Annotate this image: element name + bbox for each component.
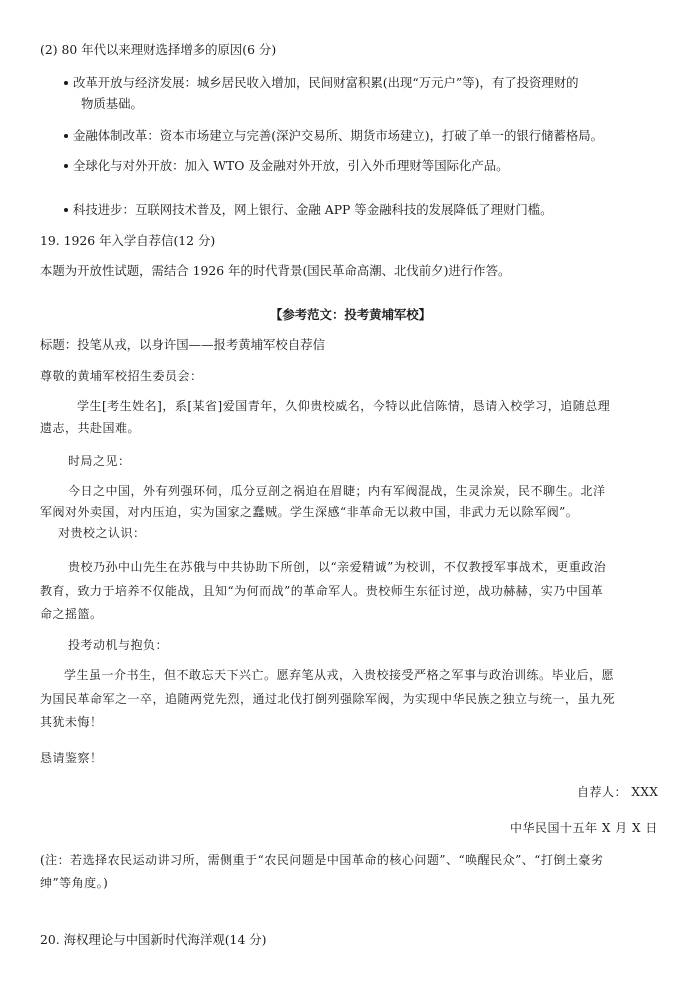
bullet-dot-icon <box>64 134 68 138</box>
q18-bullet-3 <box>64 157 509 175</box>
letter-para2-line2: 军阀对外卖国，对内压迫，实为国家之蠢贼。学生深感“非革命无以救中国，非武力无以除军阀”。 <box>40 505 579 519</box>
letter-section3-title: 投考动机与抱负： <box>68 638 169 652</box>
letter-signature: 自荐人： XXX <box>577 785 659 799</box>
q18-bullet-2 <box>64 127 603 145</box>
q18-bullet-3-text: 全球化与对外开放：加入 WTO 及金融对外开放，引入外币理财等国际化产品。 <box>73 158 509 173</box>
q18-bullet-4 <box>64 201 553 219</box>
letter-para3-line3: 命之摇篮。 <box>40 607 103 621</box>
bullet-dot-icon <box>64 81 68 85</box>
letter-note-line1: (注：若选择农民运动讲习所，需侧重于“农民问题是中国革命的核心问题”、“唤醒民众”、“打倒土豪劣 <box>40 853 604 867</box>
letter-title: 标题：投笔从戎，以身许国——报考黄埔军校自荐信 <box>40 337 325 352</box>
letter-para1-line2: 遗志，共赴国难。 <box>40 421 141 435</box>
letter-closing: 恳请鉴察！ <box>40 751 103 765</box>
q20-heading: 20. 海权理论与中国新时代海洋观(14 分) <box>40 932 267 947</box>
letter-para1-line1: 学生[考生姓名]，系[某省]爱国青年，久仰贵校威名，今特以此信陈情，恳请入校学习，追随总理 <box>77 399 611 413</box>
q18-bullet-4-text: 科技进步：互联网技术普及，网上银行、金融 APP 等金融科技的发展降低了理财门槛。 <box>73 202 553 217</box>
q19-sample-title: 【参考范文：投考黄埔军校】 <box>270 307 432 322</box>
q18-bullet-1-cont: 物质基础。 <box>81 96 143 111</box>
letter-section1-title: 时局之见： <box>68 454 131 468</box>
q19-heading: 19. 1926 年入学自荐信(12 分) <box>40 233 216 248</box>
letter-para3-line2: 教育，致力于培养不仅能战，且知“为何而战”的革命军人。贵校师生东征讨逆，战功赫赫，实乃中国革 <box>40 584 604 598</box>
q19-intro: 本题为开放性试题，需结合 1926 年的时代背景(国民革命高潮、北伐前夕)进行作答。 <box>40 263 511 278</box>
letter-section2-title: 对贵校之认识： <box>58 526 146 540</box>
letter-para4-line3: 其犹未悔！ <box>40 715 103 729</box>
letter-para4-line2: 为国民革命军之一卒，追随两党先烈，通过北伐打倒列强除军阀，为实现中华民族之独立与统一，虽九死 <box>40 692 616 706</box>
letter-note-line2: 绅”等角度。) <box>40 876 109 890</box>
q18-bullet-1 <box>64 74 579 92</box>
q18-bullet-1-text: 改革开放与经济发展：城乡居民收入增加，民间财富积累(出现“万元户”等)，有了投资理财的 <box>73 75 579 90</box>
bullet-dot-icon <box>64 208 68 212</box>
q18-part2-heading: (2) 80 年代以来理财选择增多的原因(6 分) <box>40 42 277 57</box>
letter-salutation: 尊敬的黄埔军校招生委员会： <box>40 369 203 383</box>
letter-para2-line1: 今日之中国，外有列强环伺，瓜分豆剖之祸迫在眉睫；内有军阀混战，生灵涂炭，民不聊生。北洋 <box>68 484 606 498</box>
q18-bullet-2-text: 金融体制改革：资本市场建立与完善(深沪交易所、期货市场建立)，打破了单一的银行储蓄格局。 <box>73 128 604 143</box>
letter-para4-line1: 学生虽一介书生，但不敢忘天下兴亡。愿弃笔从戎，入贵校接受严格之军事与政治训练。毕业后，愿 <box>64 668 615 682</box>
letter-para3-line1: 贵校乃孙中山先生在苏俄与中共协助下所创，以“亲爱精诚”为校训，不仅教授军事战术，更重政治 <box>68 560 607 574</box>
letter-date: 中华民国十五年 X 月 X 日 <box>510 821 658 835</box>
bullet-dot-icon <box>64 164 68 168</box>
